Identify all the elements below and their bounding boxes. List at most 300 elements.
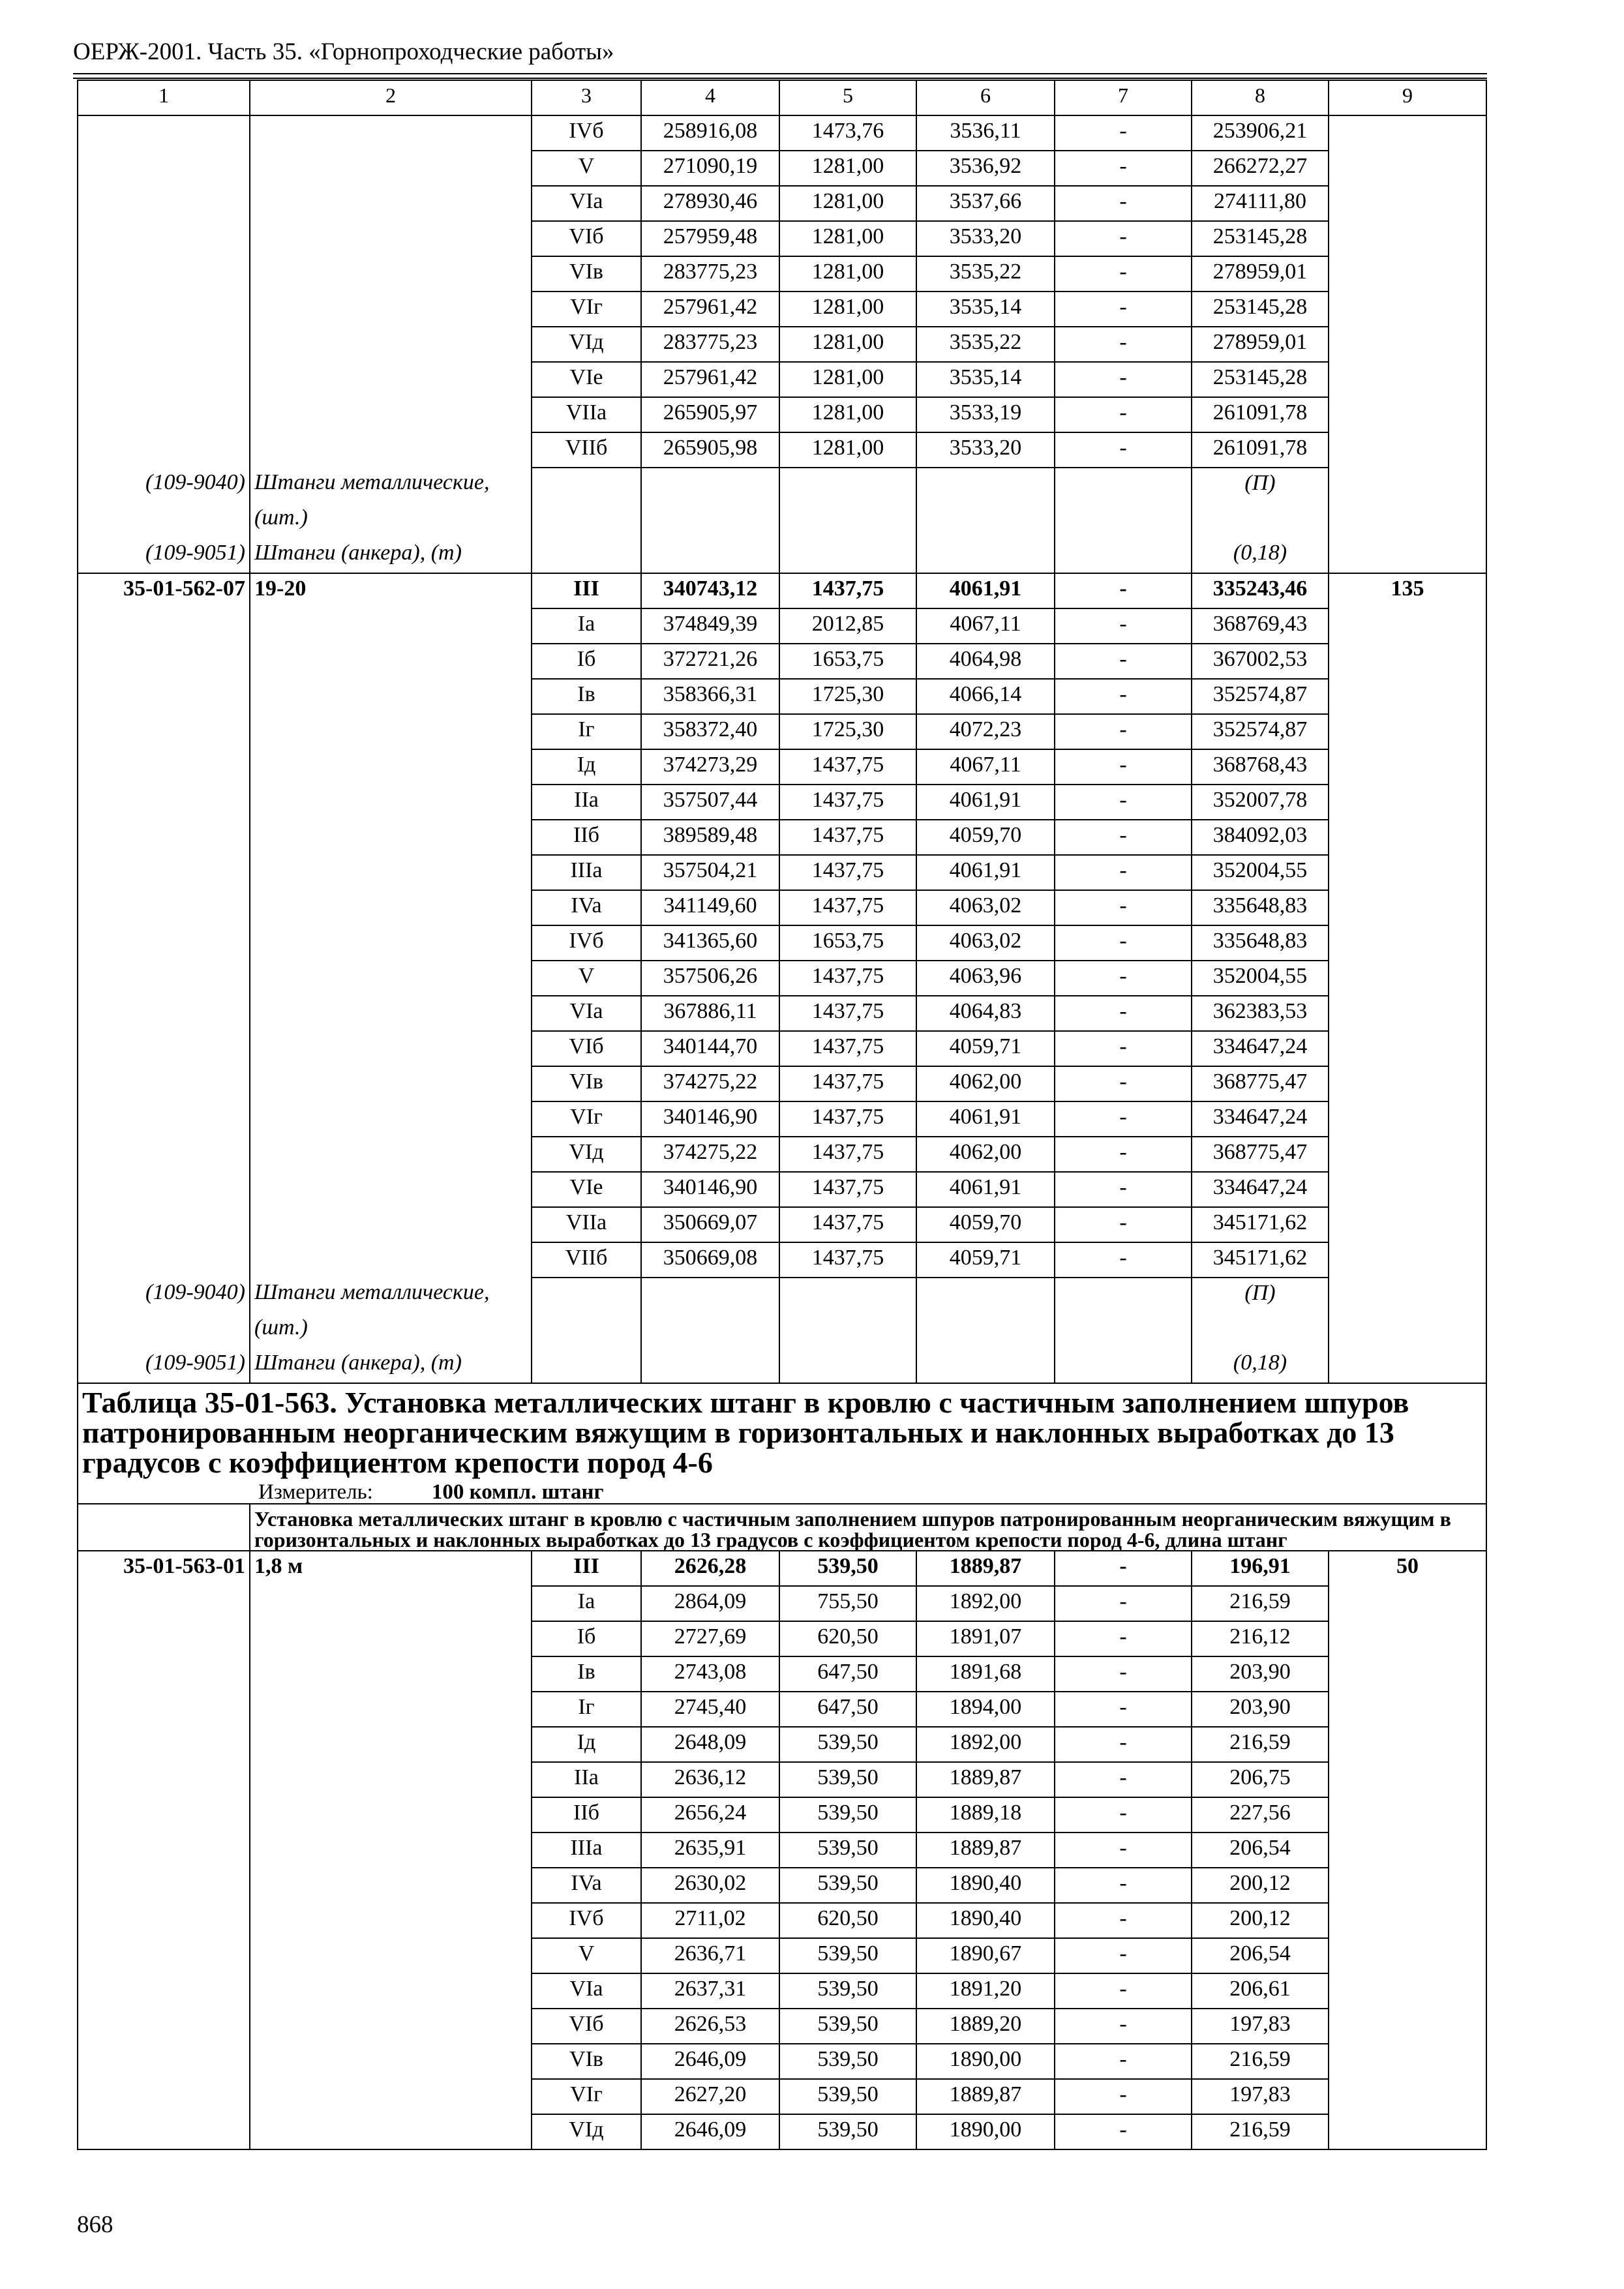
table-cell: 1281,00	[779, 362, 916, 397]
column-number: 3	[532, 80, 641, 115]
table-cell: 352004,55	[1192, 855, 1329, 890]
table-cell	[1329, 1066, 1486, 1101]
table-cell: VIд	[532, 1137, 641, 1172]
table-cell: 335648,83	[1192, 925, 1329, 961]
table-cell: -	[1055, 221, 1192, 256]
table-cell	[250, 644, 532, 679]
table-cell: -	[1055, 573, 1192, 608]
table-cell: 283775,23	[641, 327, 779, 362]
table-cell	[78, 2009, 250, 2044]
table-row	[78, 1656, 1486, 1692]
table-row	[78, 573, 1486, 608]
page-header: ОЕРЖ-2001. Часть 35. «Горнопроходческие работы»	[73, 38, 614, 65]
table-cell: 647,50	[779, 1692, 916, 1727]
table-cell: IVб	[532, 115, 641, 151]
table-cell: 216,59	[1192, 2044, 1329, 2079]
table-cell	[1055, 538, 1192, 573]
table-cell	[78, 362, 250, 397]
table-cell: Iв	[532, 1656, 641, 1692]
table-row	[78, 1031, 1486, 1066]
table-cell: IIa	[532, 785, 641, 820]
table-cell	[78, 855, 250, 890]
table-cell	[1329, 115, 1486, 151]
table-cell: 335648,83	[1192, 890, 1329, 925]
table-cell	[779, 538, 916, 573]
measure-line	[82, 1482, 1482, 1503]
table-cell: 2636,71	[641, 1938, 779, 1973]
table-cell	[779, 1313, 916, 1348]
table-cell: 334647,24	[1192, 1172, 1329, 1207]
table-cell	[1329, 925, 1486, 961]
table-cell: 253145,28	[1192, 362, 1329, 397]
table-cell	[250, 1973, 532, 2009]
table-cell: 4062,00	[916, 1066, 1055, 1101]
table-row	[78, 925, 1486, 961]
table-cell	[250, 221, 532, 256]
table-cell	[1329, 961, 1486, 996]
table-cell	[250, 2114, 532, 2149]
table-cell: 1437,75	[779, 890, 916, 925]
table-cell	[779, 468, 916, 503]
table-cell: -	[1055, 151, 1192, 186]
table-cell	[532, 468, 641, 503]
table-cell	[78, 503, 250, 538]
table-cell: -	[1055, 362, 1192, 397]
table-cell	[1329, 221, 1486, 256]
header-rule	[73, 73, 1487, 74]
table-cell	[1055, 1313, 1192, 1348]
table-cell	[1329, 1621, 1486, 1656]
table-cell	[1329, 1586, 1486, 1621]
table-cell: 2635,91	[641, 1833, 779, 1868]
table-row	[78, 292, 1486, 327]
table-cell	[916, 468, 1055, 503]
table-cell: -	[1055, 1833, 1192, 1868]
table-row	[78, 2044, 1486, 2079]
table-cell	[641, 1348, 779, 1383]
table-cell	[250, 1762, 532, 1797]
table-cell: V	[532, 151, 641, 186]
table-cell	[78, 2079, 250, 2114]
material-unit: (шт.)	[250, 1313, 532, 1348]
table-cell: -	[1055, 397, 1192, 432]
table-cell	[78, 1586, 250, 1621]
table-row	[78, 608, 1486, 644]
table-cell: 4062,00	[916, 1137, 1055, 1172]
table-cell: 3535,22	[916, 327, 1055, 362]
table-cell	[250, 785, 532, 820]
table-cell	[532, 538, 641, 573]
table-cell	[78, 1137, 250, 1172]
table-cell: 278959,01	[1192, 256, 1329, 292]
rate-col9: 50	[1329, 1551, 1486, 1586]
table-row	[78, 855, 1486, 890]
material-value: (П)	[1192, 1278, 1329, 1313]
table-cell: 341365,60	[641, 925, 779, 961]
table-cell	[250, 1066, 532, 1101]
table-cell	[641, 468, 779, 503]
table-cell	[78, 1938, 250, 1973]
table-cell	[78, 1656, 250, 1692]
table-cell	[250, 679, 532, 714]
table-row	[78, 996, 1486, 1031]
table-cell: 3535,14	[916, 292, 1055, 327]
material-code: (109-9040)	[78, 468, 250, 503]
table-cell: 1281,00	[779, 221, 916, 256]
table-cell: 203,90	[1192, 1692, 1329, 1727]
table-cell: 1653,75	[779, 925, 916, 961]
table-cell: 4072,23	[916, 714, 1055, 749]
table-cell: -	[1055, 749, 1192, 785]
table-cell: 2656,24	[641, 1797, 779, 1833]
table-cell	[250, 432, 532, 468]
table-cell: 1437,75	[779, 1172, 916, 1207]
table-cell: III	[532, 1551, 641, 1586]
table-cell	[532, 1278, 641, 1313]
table-cell	[250, 2079, 532, 2114]
table-cell: 340144,70	[641, 1031, 779, 1066]
table-cell: 357506,26	[641, 961, 779, 996]
table-cell: -	[1055, 115, 1192, 151]
table-cell: 4064,98	[916, 644, 1055, 679]
table-cell	[78, 1973, 250, 2009]
table-cell	[78, 1313, 250, 1348]
table-cell	[1329, 1207, 1486, 1242]
table-cell: 257961,42	[641, 362, 779, 397]
table-cell: 200,12	[1192, 1903, 1329, 1938]
material-unit: (шт.)	[250, 503, 532, 538]
table-cell	[78, 1031, 250, 1066]
table-cell	[78, 2114, 250, 2149]
table-cell: IIб	[532, 820, 641, 855]
table-cell: 368775,47	[1192, 1137, 1329, 1172]
table-cell	[641, 503, 779, 538]
table-cell: 206,54	[1192, 1938, 1329, 1973]
table-cell: 352007,78	[1192, 785, 1329, 820]
table-cell: 4061,91	[916, 573, 1055, 608]
table-cell	[78, 714, 250, 749]
table-cell: 4063,02	[916, 890, 1055, 925]
table-cell: 253906,21	[1192, 115, 1329, 151]
table-row	[78, 1868, 1486, 1903]
table-cell	[250, 1797, 532, 1833]
rate-spec: 1,8 м	[250, 1551, 532, 1586]
table-cell: 1889,87	[916, 1762, 1055, 1797]
table-cell	[779, 1278, 916, 1313]
table-cell: -	[1055, 292, 1192, 327]
table-cell: 2711,02	[641, 1903, 779, 1938]
column-number: 7	[1055, 80, 1192, 115]
table-cell: 374275,22	[641, 1066, 779, 1101]
table-cell: 335243,46	[1192, 573, 1329, 608]
table-cell	[1329, 503, 1486, 538]
table-row	[78, 2114, 1486, 2149]
table-cell: -	[1055, 714, 1192, 749]
table-cell: VIг	[532, 292, 641, 327]
table-row	[78, 1727, 1486, 1762]
table-cell	[1329, 362, 1486, 397]
table-cell: 1890,00	[916, 2044, 1055, 2079]
table-cell: 345171,62	[1192, 1242, 1329, 1278]
table-cell: 1281,00	[779, 292, 916, 327]
table-cell	[250, 2009, 532, 2044]
table-cell: 257961,42	[641, 292, 779, 327]
table-cell: 620,50	[779, 1903, 916, 1938]
table-cell	[78, 820, 250, 855]
table-cell: 271090,19	[641, 151, 779, 186]
table-row	[78, 327, 1486, 362]
table-cell: -	[1055, 925, 1192, 961]
table-cell: 265905,98	[641, 432, 779, 468]
column-number: 4	[641, 80, 779, 115]
table-cell	[532, 503, 641, 538]
table-cell: 1725,30	[779, 679, 916, 714]
table-cell: 367002,53	[1192, 644, 1329, 679]
table-cell: 539,50	[779, 2079, 916, 2114]
table-cell: VIIa	[532, 397, 641, 432]
table-cell: 352004,55	[1192, 961, 1329, 996]
table-cell	[1329, 1973, 1486, 2009]
table-cell: -	[1055, 679, 1192, 714]
table-cell: 1437,75	[779, 855, 916, 890]
table-cell: VIд	[532, 2114, 641, 2149]
table-cell: -	[1055, 1762, 1192, 1797]
table-cell: 539,50	[779, 1833, 916, 1868]
table-cell	[250, 714, 532, 749]
table-cell: IVб	[532, 925, 641, 961]
table-cell	[1329, 256, 1486, 292]
material-value: (0,18)	[1192, 538, 1329, 573]
table-cell: 1891,07	[916, 1621, 1055, 1656]
table-cell	[1329, 186, 1486, 221]
table-row	[78, 256, 1486, 292]
table-cell: Ia	[532, 1586, 641, 1621]
table-cell: 4067,11	[916, 749, 1055, 785]
table-cell: VIг	[532, 2079, 641, 2114]
table-row	[78, 1938, 1486, 1973]
measure-value: 100 компл. штанг	[431, 1480, 604, 1504]
table-cell: -	[1055, 2079, 1192, 2114]
table-cell: 4061,91	[916, 1172, 1055, 1207]
table-cell: 1437,75	[779, 1101, 916, 1137]
table-cell	[78, 151, 250, 186]
table-cell	[1329, 2009, 1486, 2044]
table-cell: -	[1055, 1137, 1192, 1172]
table-row	[78, 1762, 1486, 1797]
table-cell	[78, 1066, 250, 1101]
table-cell	[78, 397, 250, 432]
table-cell	[250, 327, 532, 362]
table-cell: 1437,75	[779, 1207, 916, 1242]
table-cell	[641, 538, 779, 573]
table-row	[78, 644, 1486, 679]
table-cell: IIб	[532, 1797, 641, 1833]
table-body	[78, 80, 1486, 2149]
table-cell: 2636,12	[641, 1762, 779, 1797]
table-cell	[250, 1692, 532, 1727]
table-cell	[250, 1101, 532, 1137]
table-cell	[78, 432, 250, 468]
table-cell: 1889,87	[916, 1833, 1055, 1868]
table-cell	[78, 1504, 250, 1551]
table-cell: -	[1055, 256, 1192, 292]
table-cell	[1329, 327, 1486, 362]
table-cell	[1329, 1797, 1486, 1833]
table-cell: 196,91	[1192, 1551, 1329, 1586]
table-cell	[78, 115, 250, 151]
table-cell: -	[1055, 1797, 1192, 1833]
table-cell: 334647,24	[1192, 1031, 1329, 1066]
table-cell: 539,50	[779, 1973, 916, 2009]
table-cell: 265905,97	[641, 397, 779, 432]
table-cell: -	[1055, 1903, 1192, 1938]
table-cell: 647,50	[779, 1656, 916, 1692]
table-cell	[78, 925, 250, 961]
table-cell	[1329, 1762, 1486, 1797]
table-cell	[250, 820, 532, 855]
table-cell: 389589,48	[641, 820, 779, 855]
table-cell: 352574,87	[1192, 679, 1329, 714]
rate-col9: 135	[1329, 573, 1486, 608]
table-cell: 374275,22	[641, 1137, 779, 1172]
table-cell: 197,83	[1192, 2009, 1329, 2044]
table-cell: VIa	[532, 996, 641, 1031]
table-row	[78, 115, 1486, 151]
table-cell	[78, 1903, 250, 1938]
table-row	[78, 1621, 1486, 1656]
table-cell: VIб	[532, 1031, 641, 1066]
table-cell	[532, 1313, 641, 1348]
table-cell: 1437,75	[779, 820, 916, 855]
table-title: Таблица 35-01-563. Установка металлических штанг в кровлю с частичным заполнением шпуров патронированным неорганическим вяжущим в горизонтальных и наклонных выработках до 13 градусов с коэффициентом крепости пород 4-6	[82, 1386, 1409, 1479]
table-cell: 4061,91	[916, 855, 1055, 890]
table-cell: 3533,19	[916, 397, 1055, 432]
table-cell: VIв	[532, 2044, 641, 2079]
material-name: Штанги (анкера), (т)	[250, 538, 532, 573]
table-cell: 206,61	[1192, 1973, 1329, 2009]
table-cell	[250, 292, 532, 327]
table-cell: -	[1055, 1172, 1192, 1207]
table-cell: 2637,31	[641, 1973, 779, 2009]
work-description: Установка металлических штанг в кровлю с частичным заполнением шпуров патронированным неорганическим вяжущим в горизонтальных и наклонных выработках до 13 градусов с коэффициентом крепости пород 4-6, длина штанг	[250, 1504, 1486, 1551]
table-cell: 1890,40	[916, 1868, 1055, 1903]
table-cell: 1437,75	[779, 1137, 916, 1172]
table-cell	[250, 1656, 532, 1692]
table-cell: 2648,09	[641, 1727, 779, 1762]
table-row	[78, 1066, 1486, 1101]
table-cell: 4059,71	[916, 1242, 1055, 1278]
material-row	[78, 1348, 1486, 1383]
table-title-row	[78, 1383, 1486, 1504]
table-cell	[1329, 1313, 1486, 1348]
table-cell: 4066,14	[916, 679, 1055, 714]
table-cell: 1437,75	[779, 1242, 916, 1278]
table-cell: 340146,90	[641, 1101, 779, 1137]
table-cell: 2626,53	[641, 2009, 779, 2044]
table-cell: 283775,23	[641, 256, 779, 292]
table-cell: 3535,22	[916, 256, 1055, 292]
table-cell: 755,50	[779, 1586, 916, 1621]
table-cell	[250, 608, 532, 644]
page-number: 868	[77, 2211, 113, 2238]
table-cell	[250, 115, 532, 151]
table-cell: 1281,00	[779, 432, 916, 468]
table-cell: 350669,08	[641, 1242, 779, 1278]
column-number: 1	[78, 80, 250, 115]
table-cell	[250, 1621, 532, 1656]
table-cell	[250, 855, 532, 890]
table-cell: 362383,53	[1192, 996, 1329, 1031]
table-cell	[1329, 538, 1486, 573]
table-cell	[1329, 2079, 1486, 2114]
table-cell: -	[1055, 1031, 1192, 1066]
table-cell: 357507,44	[641, 785, 779, 820]
table-row	[78, 151, 1486, 186]
table-cell: IVa	[532, 890, 641, 925]
table-cell: 278930,46	[641, 186, 779, 221]
table-cell: -	[1055, 1868, 1192, 1903]
table-cell: 3535,14	[916, 362, 1055, 397]
table-cell: IVa	[532, 1868, 641, 1903]
table-cell	[250, 961, 532, 996]
table-cell: 1281,00	[779, 397, 916, 432]
table-cell	[250, 362, 532, 397]
table-cell: -	[1055, 1586, 1192, 1621]
table-cell	[1329, 1868, 1486, 1903]
table-cell: 1892,00	[916, 1727, 1055, 1762]
table-cell	[78, 256, 250, 292]
table-cell: -	[1055, 855, 1192, 890]
table-cell	[250, 1868, 532, 1903]
table-cell: 345171,62	[1192, 1207, 1329, 1242]
table-cell	[250, 1586, 532, 1621]
table-cell: -	[1055, 961, 1192, 996]
table-cell: 372721,26	[641, 644, 779, 679]
table-cell: 1437,75	[779, 996, 916, 1031]
table-cell: -	[1055, 1656, 1192, 1692]
table-cell: 341149,60	[641, 890, 779, 925]
table-cell: 2864,09	[641, 1586, 779, 1621]
table-cell	[641, 1278, 779, 1313]
table-row	[78, 186, 1486, 221]
table-cell: 1889,18	[916, 1797, 1055, 1833]
table-cell	[78, 1833, 250, 1868]
table-cell	[250, 925, 532, 961]
table-cell	[250, 1903, 532, 1938]
table-row	[78, 1586, 1486, 1621]
table-cell: 1437,75	[779, 1031, 916, 1066]
table-cell: 539,50	[779, 2044, 916, 2079]
table-cell	[1329, 2114, 1486, 2149]
table-cell	[250, 1172, 532, 1207]
table-cell: 374849,39	[641, 608, 779, 644]
table-cell: VIб	[532, 221, 641, 256]
table-cell: 2727,69	[641, 1621, 779, 1656]
table-cell: 352574,87	[1192, 714, 1329, 749]
table-cell	[78, 890, 250, 925]
table-cell: 200,12	[1192, 1868, 1329, 1903]
table-cell	[779, 1348, 916, 1383]
table-cell	[250, 1207, 532, 1242]
table-cell: Ia	[532, 608, 641, 644]
table-cell	[1329, 608, 1486, 644]
table-cell	[78, 961, 250, 996]
table-cell: 1890,40	[916, 1903, 1055, 1938]
table-cell: 368768,43	[1192, 749, 1329, 785]
table-cell: 1889,20	[916, 2009, 1055, 2044]
table-row	[78, 679, 1486, 714]
table-cell: 261091,78	[1192, 432, 1329, 468]
